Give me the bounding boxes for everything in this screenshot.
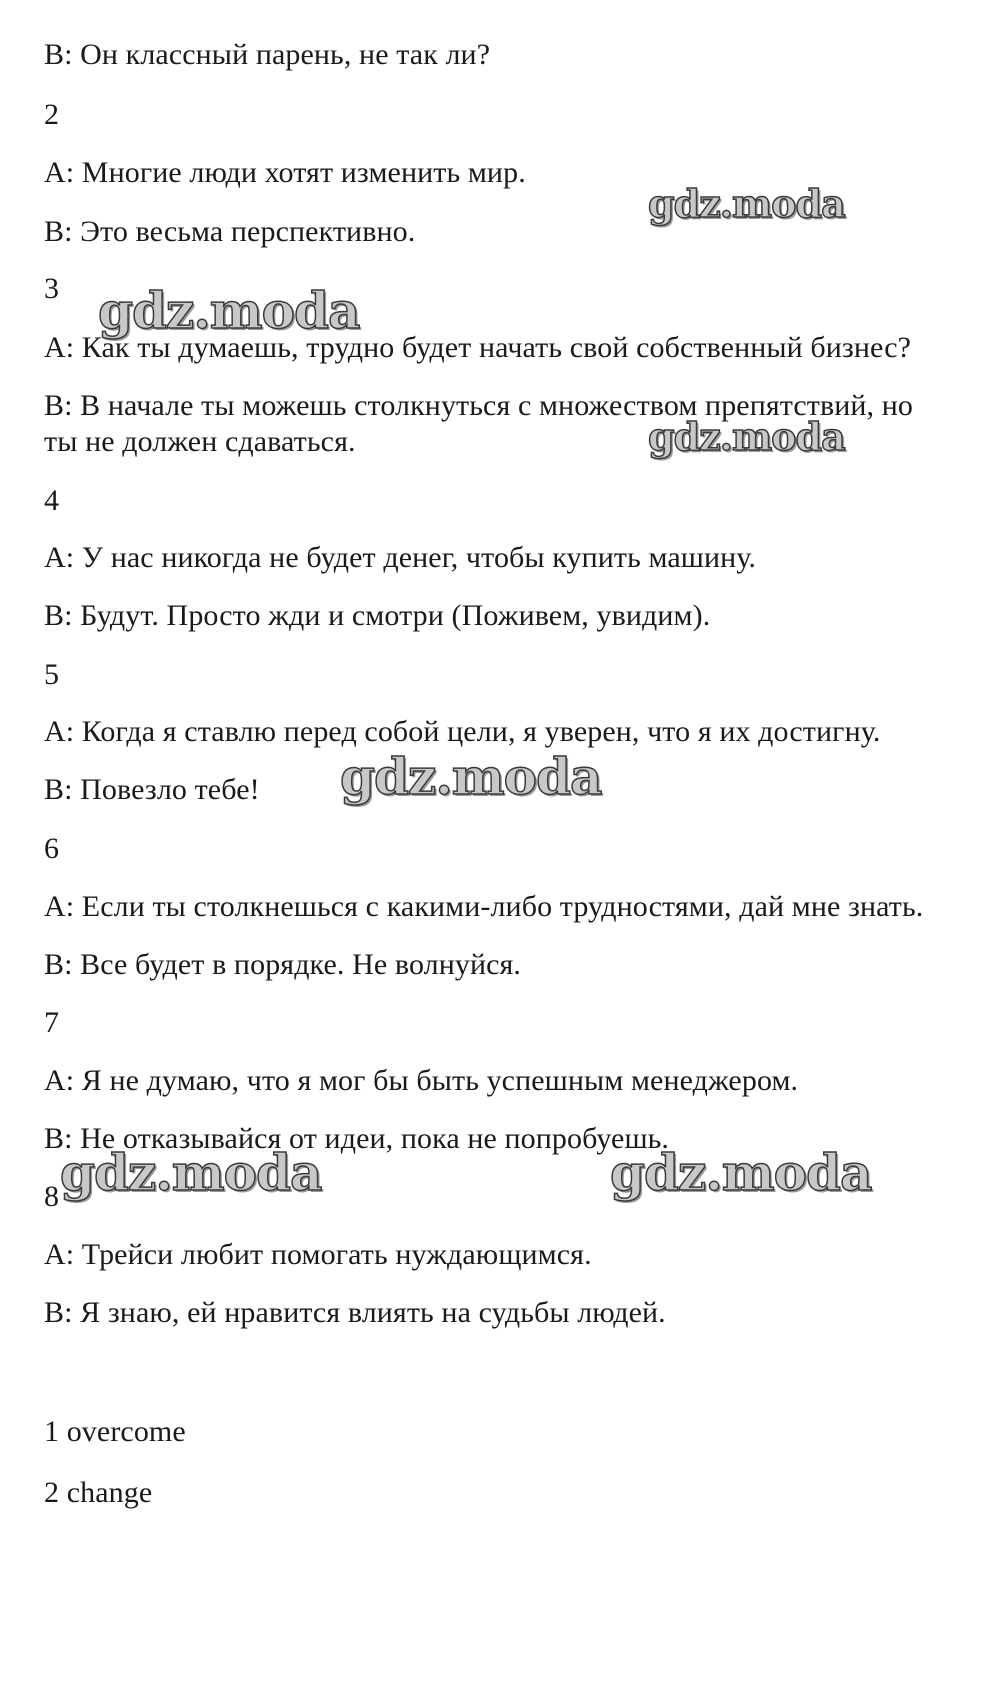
text-line: В: Будут. Просто жди и смотри (Поживем, увидим). — [44, 599, 711, 632]
item-number: 4 — [44, 484, 60, 517]
answer-line: 2 change — [44, 1476, 153, 1509]
text-line: В: Это весьма перспективно. — [44, 215, 416, 248]
watermark-logo: gdz.moda — [648, 414, 845, 459]
text-line: ты не должен сдаваться. — [44, 425, 356, 458]
item-number: 2 — [44, 98, 60, 131]
text-line: В: Не отказывайся от идеи, пока не попробуешь. — [44, 1122, 670, 1155]
text-line: А: Если ты столкнешься с какими-либо трудностями, дай мне знать. — [44, 890, 924, 923]
watermark-logo: gdz.moda — [610, 1143, 872, 1202]
text-line: В: Повезло тебе! — [44, 773, 260, 806]
item-number: 5 — [44, 658, 60, 691]
watermark-logo: gdz.moda — [60, 1143, 322, 1202]
text-line: А: Я не думаю, что я мог бы быть успешным менеджером. — [44, 1064, 799, 1097]
item-number: 3 — [44, 272, 60, 305]
watermark-logo: gdz.moda — [648, 181, 845, 226]
text-line: В: Он классный парень, не так ли? — [44, 38, 491, 71]
item-number: 6 — [44, 832, 60, 865]
text-line: В: Все будет в порядке. Не волнуйся. — [44, 948, 522, 981]
watermark-logo: gdz.moda — [98, 281, 360, 340]
text-line: А: Когда я ставлю перед собой цели, я уверен, что я их достигну. — [44, 715, 881, 748]
item-number: 8 — [44, 1180, 60, 1213]
item-number: 7 — [44, 1006, 60, 1039]
answer-line: 1 overcome — [44, 1415, 186, 1448]
text-line: А: У нас никогда не будет денег, чтобы купить машину. — [44, 541, 757, 574]
text-line: А: Как ты думаешь, трудно будет начать свой собственный бизнес? — [44, 331, 912, 364]
text-line: В: В начале ты можешь столкнуться с множеством препятствий, но — [44, 389, 914, 422]
text-line: А: Трейси любит помогать нуждающимся. — [44, 1238, 592, 1271]
watermark-logo: gdz.moda — [340, 747, 602, 806]
text-line: В: Я знаю, ей нравится влиять на судьбы людей. — [44, 1296, 666, 1329]
text-line: А: Многие люди хотят изменить мир. — [44, 156, 526, 189]
